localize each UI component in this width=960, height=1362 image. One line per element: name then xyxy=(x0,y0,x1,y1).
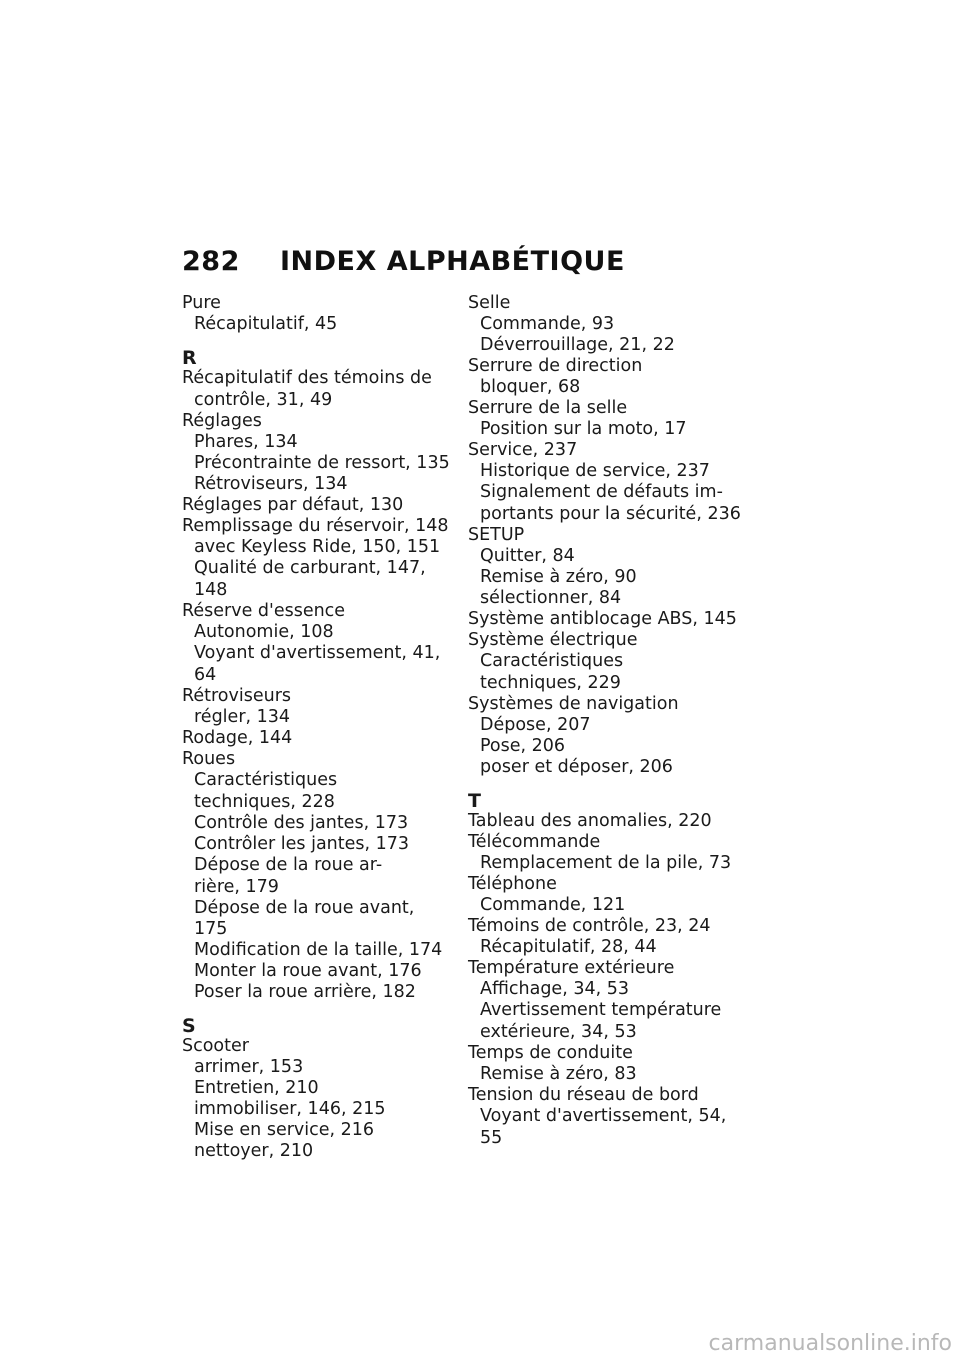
index-subterm: Phares, 134 xyxy=(194,432,298,452)
index-term: Rodage, 144 xyxy=(182,728,293,748)
index-subterm: bloquer, 68 xyxy=(480,377,581,397)
index-subterm: Pose, 206 xyxy=(480,736,566,756)
index-term: Remplissage du réservoir, 148 xyxy=(182,516,449,536)
index-column-left xyxy=(182,293,452,1162)
index-term: SETUP xyxy=(468,525,525,545)
index-subterm: Modification de la taille, 174 xyxy=(194,940,443,960)
index-letter-heading: R xyxy=(182,347,197,369)
index-continuation: techniques, 228 xyxy=(194,792,335,812)
index-subterm: Précontrainte de ressort, 135 xyxy=(194,453,450,473)
index-term: Scooter xyxy=(182,1036,249,1056)
index-subterm: Mise en service, 216 xyxy=(194,1120,375,1140)
index-continuation: rière, 179 xyxy=(194,877,279,897)
index-letter-heading: T xyxy=(468,790,481,812)
page-number: 282 xyxy=(182,246,240,277)
index-subterm: Caractéristiques xyxy=(480,651,624,671)
index-subterm: Voyant d'avertissement, 41, xyxy=(194,643,441,663)
index-subterm: régler, 134 xyxy=(194,707,291,727)
index-term: Réserve d'essence xyxy=(182,601,346,621)
index-continuation: portants pour la sécurité, 236 xyxy=(480,504,741,524)
index-subterm: Monter la roue avant, 176 xyxy=(194,961,422,981)
index-subterm: Affichage, 34, 53 xyxy=(480,979,629,999)
index-continuation: techniques, 229 xyxy=(480,673,621,693)
index-subterm: Dépose de la roue avant, 175 xyxy=(194,898,415,939)
index-subterm: Autonomie, 108 xyxy=(194,622,334,642)
index-subterm: Quitter, 84 xyxy=(480,546,575,566)
index-term: Télécommande xyxy=(468,832,601,852)
index-subterm: Récapitulatif, 28, 44 xyxy=(480,937,657,957)
index-term: Temps de conduite xyxy=(468,1043,633,1063)
index-subterm: Position sur la moto, 17 xyxy=(480,419,687,439)
index-subterm: Déverrouillage, 21, 22 xyxy=(480,335,675,355)
index-subterm: Remise à zéro, 83 xyxy=(480,1064,637,1084)
index-subterm: immobiliser, 146, 215 xyxy=(194,1099,386,1119)
index-continuation: 148 xyxy=(194,580,228,600)
index-subterm: sélectionner, 84 xyxy=(480,588,622,608)
index-subterm: Dépose, 207 xyxy=(480,715,591,735)
index-term: Récapitulatif des témoins de xyxy=(182,368,432,388)
index-subterm: nettoyer, 210 xyxy=(194,1141,314,1161)
index-subterm: Remise à zéro, 90 xyxy=(480,567,637,587)
index-term: Réglages xyxy=(182,411,262,431)
index-subterm: Caractéristiques xyxy=(194,770,338,790)
index-column-right xyxy=(468,293,748,1149)
index-continuation: 55 xyxy=(480,1128,503,1148)
index-subterm: Contrôler les jantes, 173 xyxy=(194,834,410,854)
index-term: Rétroviseurs xyxy=(182,686,292,706)
index-term: Serrure de direction xyxy=(468,356,643,376)
index-subterm: Rétroviseurs, 134 xyxy=(194,474,348,494)
page-title: INDEX ALPHABÉTIQUE xyxy=(280,246,625,277)
index-subterm: poser et déposer, 206 xyxy=(480,757,673,777)
index-term: Téléphone xyxy=(468,874,557,894)
index-subterm: Contrôle des jantes, 173 xyxy=(194,813,409,833)
index-subterm: Commande, 93 xyxy=(480,314,615,334)
index-continuation: contrôle, 31, 49 xyxy=(194,390,333,410)
index-term: Pure xyxy=(182,293,221,313)
index-term: Roues xyxy=(182,749,236,769)
index-subterm: Récapitulatif, 45 xyxy=(194,314,338,334)
index-subterm: arrimer, 153 xyxy=(194,1057,304,1077)
index-subterm: Dépose de la roue ar- xyxy=(194,855,383,875)
index-subterm: Entretien, 210 xyxy=(194,1078,319,1098)
index-subterm: Qualité de carburant, 147, xyxy=(194,558,426,578)
page-header xyxy=(182,246,625,277)
index-subterm: Remplacement de la pile, 73 xyxy=(480,853,732,873)
index-subterm: Poser la roue arrière, 182 xyxy=(194,982,416,1002)
index-term: Selle xyxy=(468,293,511,313)
index-term: Systèmes de navigation xyxy=(468,694,679,714)
watermark: carmanualsonline.info xyxy=(708,1331,952,1356)
index-term: Témoins de contrôle, 23, 24 xyxy=(468,916,711,936)
index-term: Température extérieure xyxy=(468,958,675,978)
index-term: Réglages par défaut, 130 xyxy=(182,495,404,515)
index-term: Système électrique xyxy=(468,630,638,650)
index-continuation: extérieure, 34, 53 xyxy=(480,1022,637,1042)
index-subterm: Signalement de défauts im- xyxy=(480,482,723,502)
index-subterm: Avertissement température xyxy=(480,1000,722,1020)
index-letter-heading: S xyxy=(182,1015,196,1037)
index-term: Service, 237 xyxy=(468,440,578,460)
index-term: Serrure de la selle xyxy=(468,398,628,418)
index-continuation: 64 xyxy=(194,665,217,685)
index-subterm: Commande, 121 xyxy=(480,895,626,915)
index-subterm: avec Keyless Ride, 150, 151 xyxy=(194,537,441,557)
index-term: Tension du réseau de bord xyxy=(468,1085,699,1105)
index-subterm: Voyant d'avertissement, 54, xyxy=(480,1106,727,1126)
index-subterm: Historique de service, 237 xyxy=(480,461,710,481)
index-term: Tableau des anomalies, 220 xyxy=(468,811,712,831)
index-term: Système antiblocage ABS, 145 xyxy=(468,609,737,629)
